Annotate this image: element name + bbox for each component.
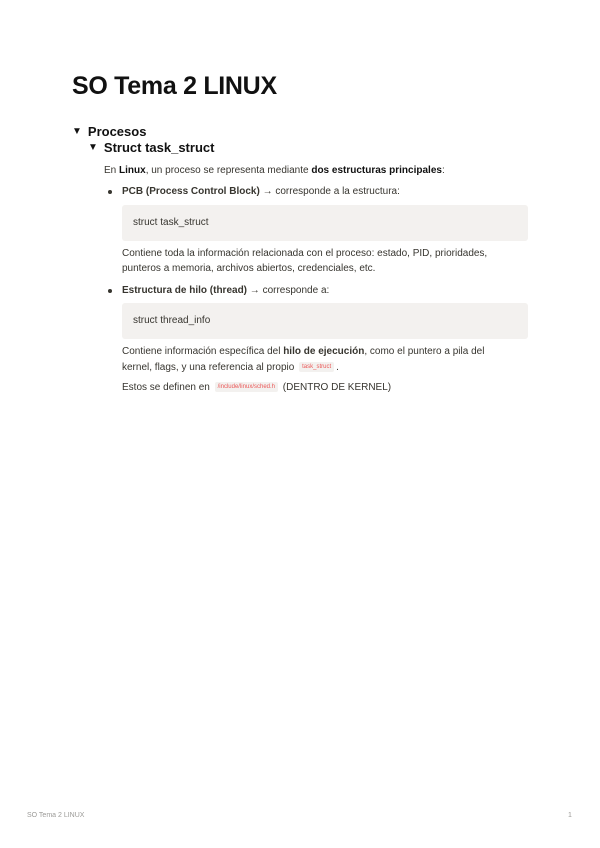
inline-code-sched-path: /include/linux/sched.h [215,382,278,392]
intro-mid: , un proceso se representa mediante [145,165,312,176]
pcb-description-line1: Contiene toda la información relacionada con el proceso: estado, PID, prioridades, [122,248,488,259]
footer-title: SO Tema 2 LINUX [27,812,85,819]
thread-desc-line2-post: . [336,362,339,373]
footer-page-number: 1 [568,812,572,819]
pcb-label: PCB (Process Control Block) [122,186,260,197]
defined-pre: Estos se definen en [122,382,213,393]
thread-desc-bold: hilo de ejecución [283,346,365,357]
thread-desc-pre: Contiene información específica del [122,346,284,357]
toggle-triangle-icon[interactable]: ▼ [72,126,82,137]
thread-desc-post: , como el puntero a pila del [364,346,485,357]
intro-paragraph [104,163,445,178]
toggle-struct-task-struct-label: Struct task_struct [103,140,215,155]
intro-linux: Linux [119,165,146,176]
defined-post: (DENTRO DE KERNEL) [280,382,392,393]
toggle-struct-task-struct[interactable] [88,140,214,155]
thread-rest: → corresponde a: [247,285,330,296]
thread-description-line2 [122,360,339,375]
thread-desc-line2-pre: kernel, flags, y una referencia al propio [122,362,298,373]
toggle-procesos[interactable] [72,124,146,139]
toggle-procesos-label: Procesos [87,124,147,139]
pcb-rest: → corresponde a la estructura: [259,186,400,197]
list-item-pcb [122,184,400,199]
intro-pre: En [104,165,120,176]
pcb-description-line2: punteros a memoria, archivos abiertos, credenciales, etc. [122,263,376,274]
bullet-dot-icon [108,289,112,293]
toggle-triangle-icon[interactable]: ▼ [88,142,98,153]
defined-paragraph [122,380,391,395]
thread-description-line1 [122,344,484,359]
thread-label: Estructura de hilo (thread) [122,285,248,296]
code-block-task-struct[interactable]: struct task_struct [122,205,528,241]
page-title: SO Tema 2 LINUX [72,72,277,100]
inline-code-task-struct: task_struct [299,362,334,372]
intro-bold: dos estructuras principales [311,165,442,176]
bullet-dot-icon [108,190,112,194]
intro-post: : [441,165,445,176]
list-item-thread [122,283,329,298]
code-block-thread-info[interactable]: struct thread_info [122,303,528,339]
